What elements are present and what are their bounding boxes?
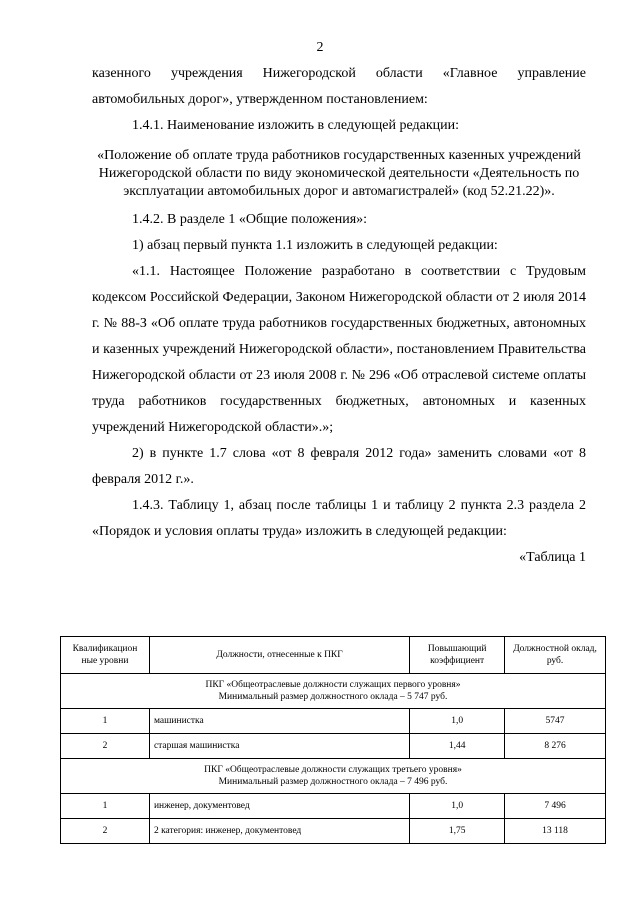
table-group-header xyxy=(61,759,606,794)
header-coefficient: Повышающий коэффициент xyxy=(410,637,505,674)
cell-salary: 5747 xyxy=(505,709,606,734)
cell-position: машинистка xyxy=(149,709,409,734)
paragraph-continuation: казенного учреждения Нижегородской области «Главное управление автомобильных дорог», утвержденном постановлением: xyxy=(92,66,586,107)
paragraph-1-4-3: 1.4.3. Таблицу 1, абзац после таблицы 1 и таблицу 2 пункта 2.3 раздела 2 «Порядок и условия оплаты труда» изложить в следующей редакции: xyxy=(92,498,586,539)
table-row xyxy=(61,794,606,819)
table-row xyxy=(61,734,606,759)
salary-table xyxy=(60,636,606,844)
table-header-row xyxy=(61,637,606,674)
paragraph-1-4-1: 1.4.1. Наименование изложить в следующей редакции: xyxy=(132,118,459,133)
header-positions: Должности, отнесенные к ПКГ xyxy=(149,637,409,674)
cell-level: 2 xyxy=(61,819,150,844)
cell-level: 2 xyxy=(61,734,150,759)
paragraph-item-1: 1) абзац первый пункта 1.1 изложить в следующей редакции: xyxy=(132,238,498,253)
cell-coefficient: 1,0 xyxy=(410,709,505,734)
cell-coefficient: 1,75 xyxy=(410,819,505,844)
paragraph-1-4-2: 1.4.2. В разделе 1 «Общие положения»: xyxy=(132,212,368,227)
paragraph-item-2: 2) в пункте 1.7 слова «от 8 февраля 2012 года» заменить словами «от 8 февраля 2012 г.». xyxy=(92,446,586,487)
page-number: 2 xyxy=(316,40,324,55)
cell-level: 1 xyxy=(61,709,150,734)
document-body xyxy=(92,61,586,571)
group-1-line-2: Минимальный размер должностного оклада – 5 747 руб. xyxy=(218,692,448,702)
group-1-title xyxy=(61,674,606,709)
cell-salary: 13 118 xyxy=(505,819,606,844)
table-caption: «Таблица 1 xyxy=(519,550,586,565)
header-qualification-levels: Квалификацион ные уровни xyxy=(61,637,150,674)
group-2-title xyxy=(61,759,606,794)
table-row xyxy=(61,819,606,844)
group-1-line-1: ПКГ «Общеотраслевые должности служащих первого уровня» xyxy=(205,680,461,690)
group-2-line-1: ПКГ «Общеотраслевые должности служащих третьего уровня» xyxy=(204,765,462,775)
cell-level: 1 xyxy=(61,794,150,819)
table-row xyxy=(61,709,606,734)
cell-salary: 7 496 xyxy=(505,794,606,819)
cell-position: инженер, документовед xyxy=(149,794,409,819)
cell-position: старшая машинистка xyxy=(149,734,409,759)
group-2-line-2: Минимальный размер должностного оклада – 7 496 руб. xyxy=(218,777,448,787)
paragraph-quote-1-1: «1.1. Настоящее Положение разработано в соответствии с Трудовым кодексом Российской Федерации, Законом Нижегородской области от 2 июля 2014 г. № 88-З «Об оплате труда работников государственных бюджетных, автономных и казенных учреждений Нижегородской области», постановлением Правительства Нижегородской области от 23 июля 2008 г. № 296 «Об отраслевой системе оплаты труда работников государственных бюджетных, автономных и казенных учреждений Нижегородской области».»; xyxy=(92,264,586,435)
cell-position: 2 категория: инженер, документовед xyxy=(149,819,409,844)
cell-coefficient: 1,44 xyxy=(410,734,505,759)
new-title-quote: «Положение об оплате труда работников государственных казенных учреждений Нижегородской области по виду экономической деятельности «Деятельность по эксплуатации автомобильных дорог и автомагистралей» (код 52.21.22)». xyxy=(97,148,581,199)
cell-coefficient: 1,0 xyxy=(410,794,505,819)
header-salary: Должностной оклад, руб. xyxy=(505,637,606,674)
table-group-header xyxy=(61,674,606,709)
cell-salary: 8 276 xyxy=(505,734,606,759)
